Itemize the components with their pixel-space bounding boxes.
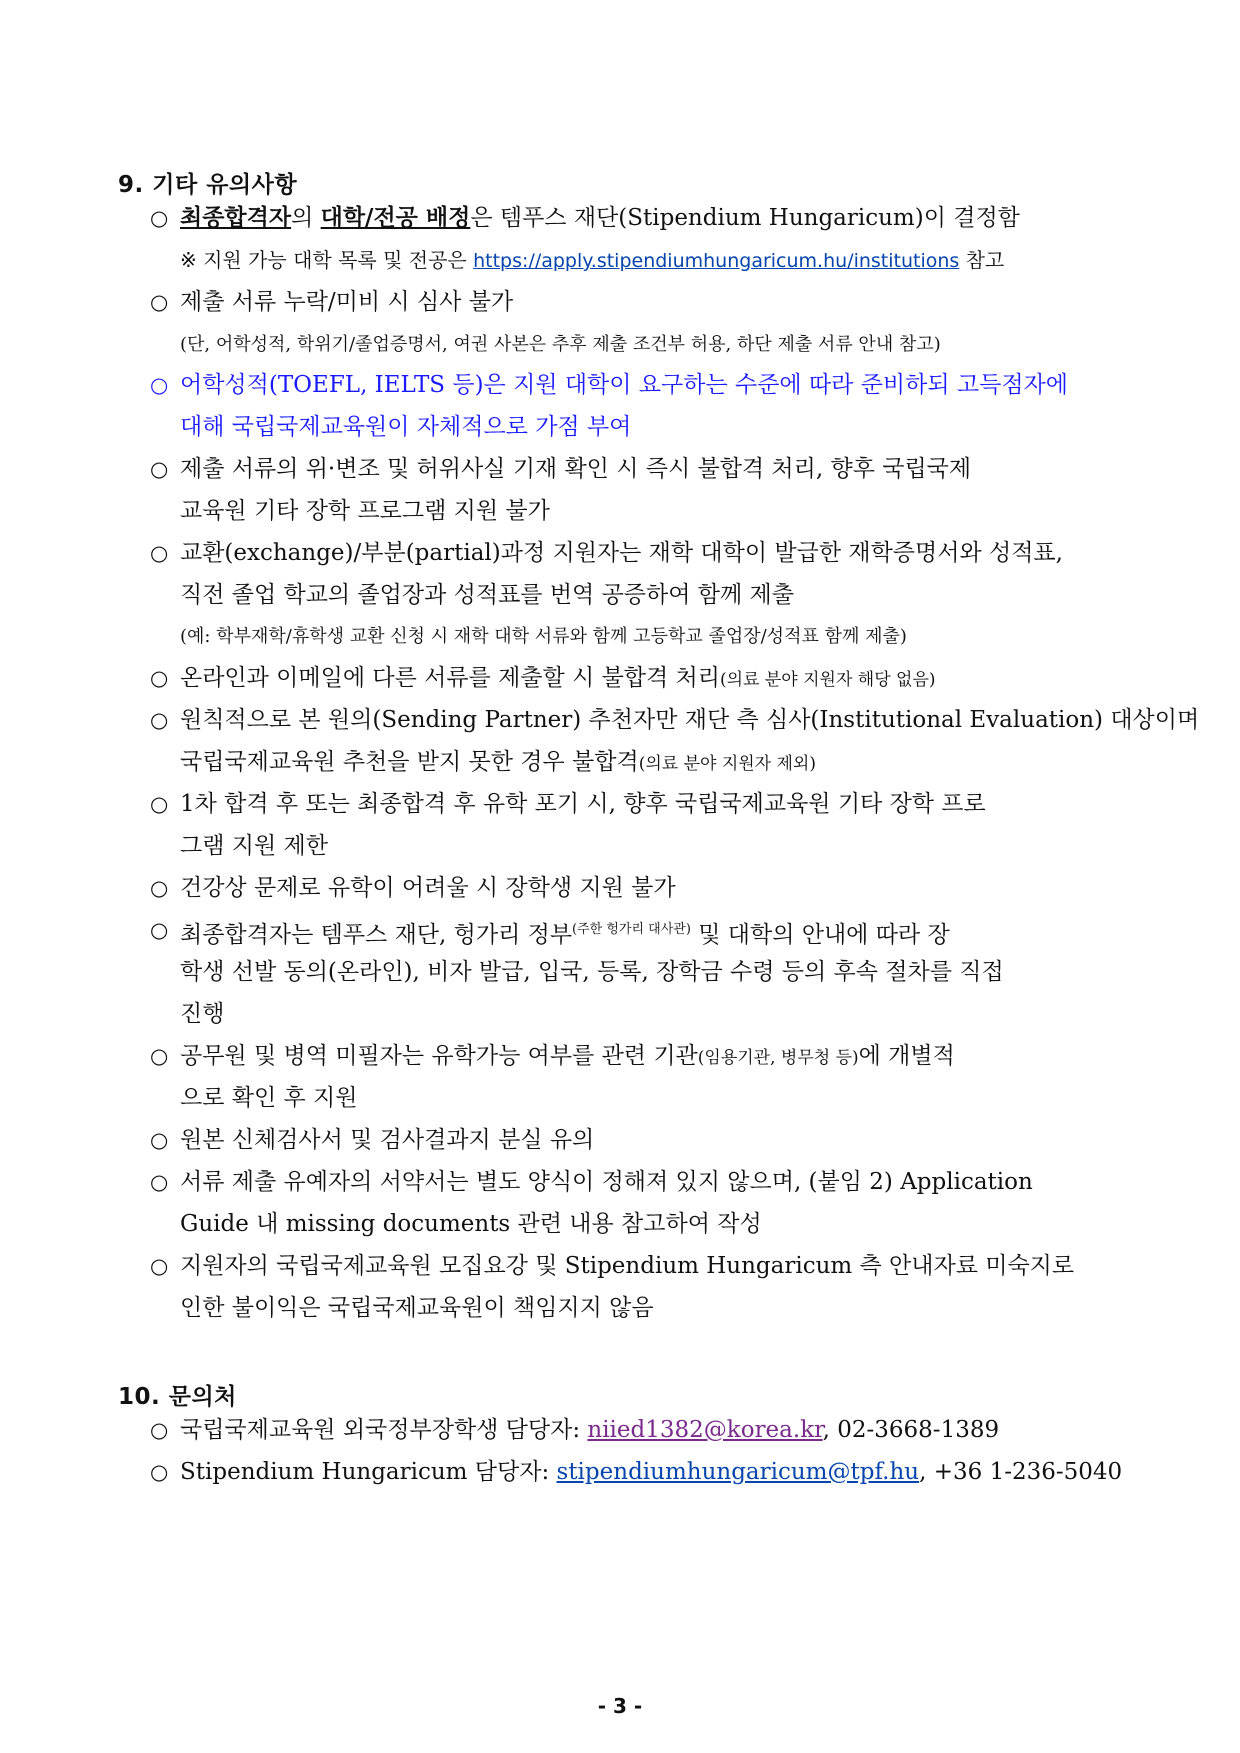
bullet: ○ bbox=[150, 206, 169, 230]
contact-phone: , +36 1-236-5040 bbox=[919, 1459, 1123, 1485]
note-conditional: (단, 어학성적, 학위기/졸업증명서, 여권 사본은 추후 제출 조건부 허용, 하단 제출 서류 안내 참고) bbox=[180, 334, 941, 355]
text: 최종합격자는 템푸스 재단, 헝가리 정부 bbox=[180, 922, 573, 948]
item-withdraw-l2: 그램 지원 제한 bbox=[180, 833, 328, 859]
contact-label: 국립국제교육원 외국정부장학생 담당자: bbox=[180, 1417, 588, 1443]
text: 은 템푸스 재단(Stipendium Hungaricum)이 결정함 bbox=[470, 205, 1020, 231]
item-civil-servant-l1 bbox=[180, 1041, 955, 1073]
page-number: - 3 - bbox=[597, 1694, 643, 1718]
note-institutions bbox=[180, 245, 1004, 276]
bullet: ○ bbox=[150, 1460, 169, 1484]
bullet: ○ bbox=[150, 918, 169, 942]
item-language-score-l2: 대해 국립국제교육원이 자체적으로 가점 부여 bbox=[180, 414, 632, 440]
bullet: ○ bbox=[150, 1418, 169, 1442]
bullet: ○ bbox=[150, 1128, 169, 1152]
superscript-note: (주한 헝가리 대사관) bbox=[572, 922, 691, 937]
item-sending-partner-l1: 원칙적으로 본 원의(Sending Partner) 추천자만 재단 측 심사(Institutional Evaluation) 대상이며 bbox=[180, 707, 1200, 733]
emphasis-assignment: 대학/전공 배정 bbox=[320, 205, 471, 231]
contact-niied bbox=[180, 1415, 999, 1445]
item-responsibility-l2: 인한 불이익은 국립국제교육원이 책임지지 않음 bbox=[180, 1295, 654, 1321]
note-text: 참고 bbox=[959, 248, 1005, 272]
section-10-title: 10. 문의처 bbox=[118, 1384, 237, 1410]
bullet: ○ bbox=[150, 541, 169, 565]
item-exchange-l2: 직전 졸업 학교의 졸업장과 성적표를 번역 공증하여 함께 제출 bbox=[180, 582, 794, 608]
item-university-assignment bbox=[180, 203, 1020, 233]
item-responsibility-l1: 지원자의 국립국제교육원 모집요강 및 Stipendium Hungaricum 측 안내자료 미숙지로 bbox=[180, 1253, 1075, 1279]
small-note: (임용기관, 병무청 등) bbox=[697, 1048, 859, 1068]
item-civil-servant-l2: 으로 확인 후 지원 bbox=[180, 1085, 358, 1111]
small-note: (의료 분야 지원자 제외) bbox=[638, 754, 816, 774]
section-9-title: 9. 기타 유의사항 bbox=[118, 172, 298, 198]
tempus-email-link[interactable]: stipendiumhungaricum@tpf.hu bbox=[556, 1459, 920, 1485]
item-procedures-l1 bbox=[180, 915, 950, 950]
text: 에 개별적 bbox=[858, 1043, 955, 1069]
emphasis-final: 최종합격자 bbox=[180, 205, 292, 231]
text: 및 대학의 안내에 따라 장 bbox=[690, 922, 950, 948]
note-text: ※ 지원 가능 대학 목록 및 전공은 bbox=[180, 248, 474, 272]
text: 공무원 및 병역 미필자는 유학가능 여부를 관련 기관 bbox=[180, 1043, 698, 1069]
text: 의 bbox=[291, 205, 321, 231]
item-medical-docs: 원본 신체검사서 및 검사결과지 분실 유의 bbox=[180, 1127, 595, 1153]
text: 온라인과 이메일에 다른 서류를 제출할 시 불합격 처리 bbox=[180, 665, 720, 691]
bullet: ○ bbox=[150, 792, 169, 816]
bullet: ○ bbox=[150, 1254, 169, 1278]
text: 국립국제교육원 추천을 받지 못한 경우 불합격 bbox=[180, 749, 639, 775]
bullet: ○ bbox=[150, 1044, 169, 1068]
contact-label: Stipendium Hungaricum 담당자: bbox=[180, 1459, 557, 1485]
contact-phone: , 02-3668-1389 bbox=[822, 1417, 1000, 1443]
small-note: (의료 분야 지원자 해당 없음) bbox=[719, 670, 936, 690]
niied-email-link[interactable]: niied1382@korea.kr bbox=[587, 1417, 823, 1443]
bullet: ○ bbox=[150, 1170, 169, 1194]
item-forgery-l1: 제출 서류의 위·변조 및 허위사실 기재 확인 시 즉시 불합격 처리, 향후 국립국제 bbox=[180, 456, 972, 482]
item-missing-docs: 제출 서류 누락/미비 시 심사 불가 bbox=[180, 289, 514, 315]
item-pledge-l2: Guide 내 missing documents 관련 내용 참고하여 작성 bbox=[180, 1211, 762, 1237]
bullet: ○ bbox=[150, 708, 169, 732]
item-forgery-l2: 교육원 기타 장학 프로그램 지원 불가 bbox=[180, 498, 550, 524]
bullet: ○ bbox=[150, 373, 169, 397]
item-withdraw-l1: 1차 합격 후 또는 최종합격 후 유학 포기 시, 향후 국립국제교육원 기타 장학 프로 bbox=[180, 791, 986, 817]
item-language-score-l1: 어학성적(TOEFL, IELTS 등)은 지원 대학이 요구하는 수준에 따라 준비하되 고득점자에 bbox=[180, 372, 1068, 398]
item-health: 건강상 문제로 유학이 어려울 시 장학생 지원 불가 bbox=[180, 875, 676, 901]
bullet: ○ bbox=[150, 666, 169, 690]
bullet: ○ bbox=[150, 876, 169, 900]
institutions-link[interactable]: https://apply.stipendiumhungaricum.hu/institutions bbox=[473, 250, 960, 272]
bullet: ○ bbox=[150, 457, 169, 481]
contact-tempus bbox=[180, 1457, 1122, 1487]
item-pledge-l1: 서류 제출 유예자의 서약서는 별도 양식이 정해져 있지 않으며, (붙임 2) Application bbox=[180, 1169, 1033, 1195]
note-exchange: (예: 학부재학/휴학생 교환 신청 시 재학 대학 서류와 함께 고등학교 졸업장/성적표 함께 제출) bbox=[180, 626, 907, 647]
item-sending-partner-l2 bbox=[180, 747, 816, 779]
item-exchange-l1: 교환(exchange)/부분(partial)과정 지원자는 재학 대학이 발급한 재학증명서와 성적표, bbox=[180, 540, 1063, 566]
item-procedures-l3: 진행 bbox=[180, 1001, 225, 1027]
bullet: ○ bbox=[150, 290, 169, 314]
item-procedures-l2: 학생 선발 동의(온라인), 비자 발급, 입국, 등록, 장학금 수령 등의 후속 절차를 직접 bbox=[180, 959, 1004, 985]
item-online-email bbox=[180, 663, 936, 695]
